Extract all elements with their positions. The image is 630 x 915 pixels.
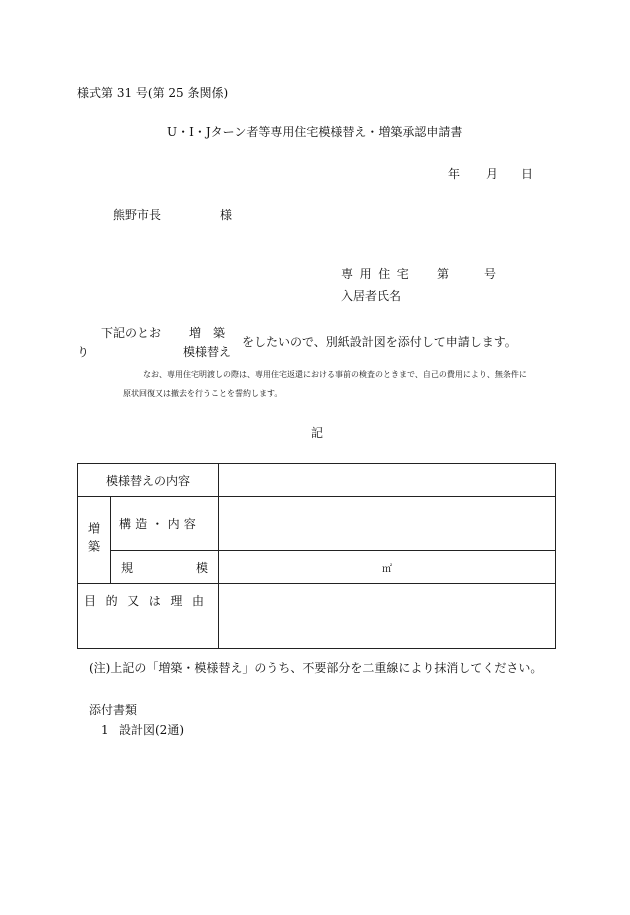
date-year-label: 年 <box>448 167 461 181</box>
extension-label: 増築 <box>86 522 101 558</box>
application-table <box>77 463 556 649</box>
request-lead: 下記のとお <box>101 326 162 340</box>
remodel-content-label: 模様替えの内容 <box>78 464 219 497</box>
pledge-note-line-2: 原状回復又は撤去を行うことを誓約します。 <box>123 389 283 398</box>
structure-field[interactable] <box>219 497 556 551</box>
addressee-honorific: 様 <box>220 208 233 222</box>
scale-unit: ㎡ <box>382 563 392 575</box>
table-row <box>78 464 556 497</box>
scale-label-1: 規 <box>121 560 134 575</box>
footnote: (注)上記の「増築・模様替え」のうち、不要部分を二重線により抹消してください。 <box>89 661 543 675</box>
pledge-note-line-1: なお、専用住宅明渡しの際は、専用住宅返還における事前の検査のときまで、自己の費用により、無条件に <box>143 370 527 379</box>
date-month-label: 月 <box>486 167 499 181</box>
table-row <box>78 497 556 551</box>
table-row <box>78 551 556 584</box>
request-lead-wrap: り <box>77 345 90 359</box>
resident-name-label: 入居者氏名 <box>341 289 402 303</box>
ki-heading: 記 <box>311 426 324 440</box>
request-tail: をしたいので、別紙設計図を添付して申請します。 <box>242 335 517 349</box>
attachment-item-label: 設計図(2通) <box>119 723 184 737</box>
structure-label: 構造・内容 <box>119 517 201 531</box>
housing-number-suffix: 号 <box>484 267 497 281</box>
housing-label: 専用住宅 <box>341 267 416 281</box>
request-option-extension: 増 築 <box>189 326 226 340</box>
table-row <box>78 584 556 649</box>
attachments-heading: 添付書類 <box>89 703 138 717</box>
form-number: 様式第 31 号(第 25 条関係) <box>77 86 229 100</box>
scale-label-2: 模 <box>196 560 209 575</box>
attachment-item-number: 1 <box>101 723 109 737</box>
addressee-name: 熊野市長 <box>113 208 162 222</box>
remodel-content-field[interactable] <box>219 464 556 497</box>
purpose-field[interactable] <box>219 584 556 649</box>
structure-label-cell <box>111 497 219 551</box>
scale-field[interactable] <box>219 551 556 584</box>
extension-label-cell <box>78 497 111 584</box>
request-option-remodel: 模様替え <box>183 345 232 359</box>
document-title: U・I・Jターン者等専用住宅模様替え・増築承認申請書 <box>167 125 463 139</box>
housing-number-prefix: 第 <box>437 267 450 281</box>
scale-label-cell <box>111 551 219 584</box>
purpose-label: 目的又は理由 <box>78 584 219 649</box>
date-day-label: 日 <box>521 167 534 181</box>
